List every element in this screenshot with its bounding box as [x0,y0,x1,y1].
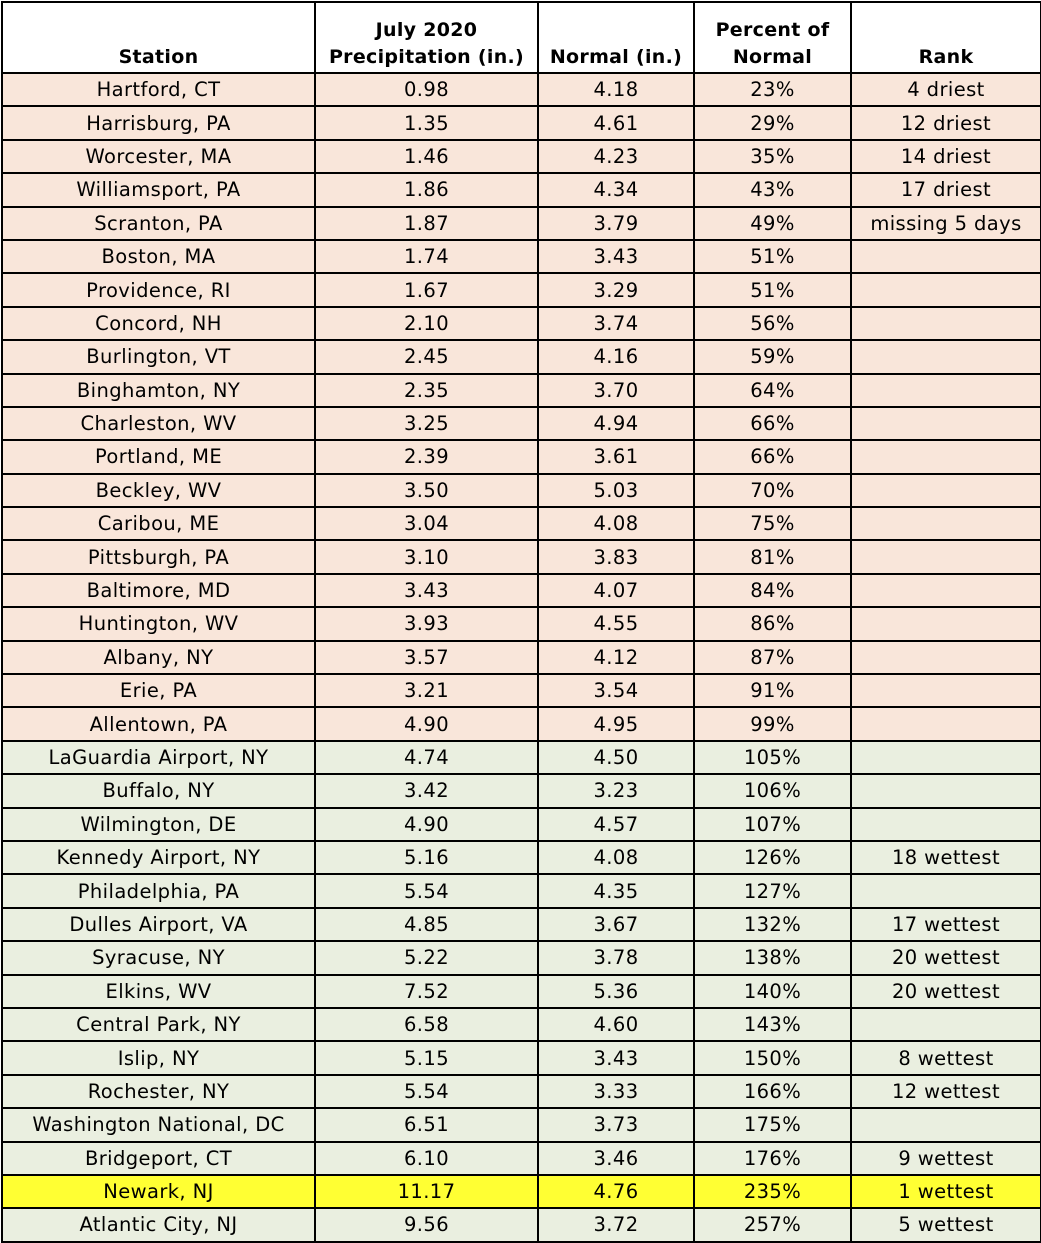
normal-cell: 4.07 [538,574,694,607]
table-row [2,407,1041,440]
percent-of-normal-cell: 150% [694,1041,851,1074]
normal-cell: 4.35 [538,874,694,907]
station-cell: Williamsport, PA [2,173,315,206]
precipitation-cell: 7.52 [315,975,538,1008]
rank-cell: missing 5 days [851,207,1041,240]
normal-cell: 3.54 [538,674,694,707]
precipitation-cell: 3.57 [315,641,538,674]
table-row [2,1041,1041,1074]
rank-cell: 18 wettest [851,841,1041,874]
percent-of-normal-cell: 51% [694,273,851,306]
precipitation-cell: 4.85 [315,908,538,941]
station-cell: Baltimore, MD [2,574,315,607]
normal-cell: 4.57 [538,808,694,841]
normal-cell: 4.60 [538,1008,694,1041]
rank-cell [851,607,1041,640]
normal-cell: 3.67 [538,908,694,941]
station-cell: Albany, NY [2,641,315,674]
rank-cell: 14 driest [851,140,1041,173]
station-cell: Syracuse, NY [2,941,315,974]
normal-cell: 3.61 [538,440,694,473]
table-row [2,841,1041,874]
table-row [2,1142,1041,1175]
table-row [2,774,1041,807]
table-row [2,975,1041,1008]
table-row [2,374,1041,407]
normal-cell: 4.95 [538,707,694,740]
normal-cell: 4.12 [538,641,694,674]
rank-cell [851,340,1041,373]
percent-column-header [694,2,851,73]
table-row [2,1108,1041,1141]
table-row [2,741,1041,774]
rank-cell [851,674,1041,707]
normal-cell: 3.43 [538,1041,694,1074]
percent-of-normal-cell: 70% [694,474,851,507]
precipitation-cell: 2.45 [315,340,538,373]
table-row [2,674,1041,707]
station-cell: Elkins, WV [2,975,315,1008]
station-cell: Allentown, PA [2,707,315,740]
normal-cell: 3.78 [538,941,694,974]
normal-cell: 4.23 [538,140,694,173]
precipitation-cell: 6.10 [315,1142,538,1175]
station-cell: Burlington, VT [2,340,315,373]
percent-of-normal-cell: 64% [694,374,851,407]
precipitation-cell: 1.35 [315,106,538,139]
normal-cell: 4.94 [538,407,694,440]
precipitation-cell: 2.10 [315,307,538,340]
table-row [2,207,1041,240]
percent-of-normal-cell: 23% [694,73,851,106]
rank-cell [851,540,1041,573]
precipitation-cell: 5.22 [315,941,538,974]
percent-of-normal-cell: 66% [694,407,851,440]
precipitation-cell: 3.04 [315,507,538,540]
station-cell: Atlantic City, NJ [2,1208,315,1241]
percent-of-normal-cell: 86% [694,607,851,640]
percent-of-normal-cell: 49% [694,207,851,240]
precipitation-cell: 3.43 [315,574,538,607]
normal-header-label: Normal (in.) [549,46,683,68]
station-cell: Hartford, CT [2,73,315,106]
normal-cell: 3.73 [538,1108,694,1141]
rank-cell [851,707,1041,740]
table-row [2,440,1041,473]
normal-cell: 4.08 [538,841,694,874]
percent-of-normal-cell: 87% [694,641,851,674]
station-cell: Erie, PA [2,674,315,707]
station-cell: Philadelphia, PA [2,874,315,907]
station-cell: Washington National, DC [2,1108,315,1141]
precipitation-cell: 9.56 [315,1208,538,1241]
normal-cell: 3.29 [538,273,694,306]
precip-header-line2: Precipitation (in.) [328,46,525,68]
precipitation-cell: 4.90 [315,808,538,841]
rank-cell [851,574,1041,607]
rank-cell [851,307,1041,340]
station-cell: Rochester, NY [2,1075,315,1108]
precipitation-cell: 2.35 [315,374,538,407]
normal-cell: 4.18 [538,73,694,106]
table-row [2,140,1041,173]
table-body [2,73,1041,1242]
rank-cell [851,641,1041,674]
precipitation-cell: 1.86 [315,173,538,206]
table-row [2,340,1041,373]
percent-of-normal-cell: 127% [694,874,851,907]
table-row [2,574,1041,607]
precipitation-cell: 0.98 [315,73,538,106]
normal-cell: 3.79 [538,207,694,240]
header-row [2,2,1041,73]
station-cell: Beckley, WV [2,474,315,507]
station-cell: Central Park, NY [2,1008,315,1041]
precipitation-cell: 3.10 [315,540,538,573]
rank-cell: 12 wettest [851,1075,1041,1108]
rank-cell [851,407,1041,440]
normal-cell: 3.74 [538,307,694,340]
percent-of-normal-cell: 126% [694,841,851,874]
precipitation-cell: 4.74 [315,741,538,774]
table-row [2,607,1041,640]
precip-header-line1: July 2020 [375,19,478,41]
table-row [2,507,1041,540]
table-row [2,273,1041,306]
station-cell: Portland, ME [2,440,315,473]
table-row [2,908,1041,941]
station-cell: Providence, RI [2,273,315,306]
percent-of-normal-cell: 75% [694,507,851,540]
precipitation-cell: 11.17 [315,1175,538,1208]
table-row [2,707,1041,740]
precipitation-table [1,1,1041,1243]
percent-of-normal-cell: 132% [694,908,851,941]
precipitation-cell: 1.74 [315,240,538,273]
normal-cell: 4.08 [538,507,694,540]
station-cell: Kennedy Airport, NY [2,841,315,874]
percent-of-normal-cell: 176% [694,1142,851,1175]
station-cell: Binghamton, NY [2,374,315,407]
percent-of-normal-cell: 56% [694,307,851,340]
percent-of-normal-cell: 106% [694,774,851,807]
rank-cell [851,374,1041,407]
rank-cell [851,874,1041,907]
percent-of-normal-cell: 66% [694,440,851,473]
normal-column-header [538,2,694,73]
percent-of-normal-cell: 84% [694,574,851,607]
precipitation-cell: 5.16 [315,841,538,874]
percent-of-normal-cell: 105% [694,741,851,774]
normal-cell: 3.72 [538,1208,694,1241]
percent-of-normal-cell: 257% [694,1208,851,1241]
station-cell: Buffalo, NY [2,774,315,807]
precipitation-cell: 3.21 [315,674,538,707]
station-cell: Huntington, WV [2,607,315,640]
percent-of-normal-cell: 140% [694,975,851,1008]
rank-cell: 1 wettest [851,1175,1041,1208]
rank-cell: 4 driest [851,73,1041,106]
rank-cell [851,474,1041,507]
station-cell: Worcester, MA [2,140,315,173]
normal-cell: 4.76 [538,1175,694,1208]
normal-cell: 4.50 [538,741,694,774]
percent-of-normal-cell: 235% [694,1175,851,1208]
normal-cell: 3.23 [538,774,694,807]
percent-of-normal-cell: 29% [694,106,851,139]
precipitation-cell: 4.90 [315,707,538,740]
rank-cell: 17 wettest [851,908,1041,941]
percent-of-normal-cell: 175% [694,1108,851,1141]
percent-of-normal-cell: 43% [694,173,851,206]
station-cell: Islip, NY [2,1041,315,1074]
normal-cell: 3.70 [538,374,694,407]
station-column-header [2,2,315,73]
station-cell: Charleston, WV [2,407,315,440]
table-row [2,808,1041,841]
precipitation-column-header [315,2,538,73]
percent-of-normal-cell: 138% [694,941,851,974]
precipitation-cell: 3.42 [315,774,538,807]
precipitation-cell: 1.87 [315,207,538,240]
normal-cell: 5.03 [538,474,694,507]
station-cell: Wilmington, DE [2,808,315,841]
table-row [2,307,1041,340]
table-row [2,106,1041,139]
precipitation-cell: 5.54 [315,874,538,907]
normal-cell: 4.55 [538,607,694,640]
rank-cell: 20 wettest [851,941,1041,974]
precipitation-cell: 1.46 [315,140,538,173]
precipitation-cell: 2.39 [315,440,538,473]
percent-of-normal-cell: 35% [694,140,851,173]
station-cell: Newark, NJ [2,1175,315,1208]
rank-cell [851,1108,1041,1141]
rank-cell [851,774,1041,807]
rank-cell [851,273,1041,306]
rank-cell: 9 wettest [851,1142,1041,1175]
percent-of-normal-cell: 51% [694,240,851,273]
percent-of-normal-cell: 107% [694,808,851,841]
precipitation-cell: 5.15 [315,1041,538,1074]
rank-column-header [851,2,1041,73]
percent-header-line1: Percent of [715,19,830,41]
percent-of-normal-cell: 59% [694,340,851,373]
rank-cell [851,741,1041,774]
precipitation-cell: 3.25 [315,407,538,440]
normal-cell: 3.33 [538,1075,694,1108]
table-row [2,1075,1041,1108]
normal-cell: 4.34 [538,173,694,206]
station-cell: Boston, MA [2,240,315,273]
normal-cell: 4.16 [538,340,694,373]
percent-of-normal-cell: 91% [694,674,851,707]
rank-cell [851,440,1041,473]
percent-of-normal-cell: 81% [694,540,851,573]
normal-cell: 5.36 [538,975,694,1008]
precipitation-cell: 6.51 [315,1108,538,1141]
station-cell: Harrisburg, PA [2,106,315,139]
rank-cell: 17 driest [851,173,1041,206]
station-cell: Concord, NH [2,307,315,340]
percent-of-normal-cell: 143% [694,1008,851,1041]
precipitation-cell: 1.67 [315,273,538,306]
precipitation-cell: 3.50 [315,474,538,507]
station-cell: Scranton, PA [2,207,315,240]
table-row [2,73,1041,106]
station-cell: Dulles Airport, VA [2,908,315,941]
table-row [2,641,1041,674]
table-row [2,941,1041,974]
precipitation-cell: 5.54 [315,1075,538,1108]
table-row [2,1208,1041,1241]
table-row-highlighted [2,1175,1041,1208]
table-row [2,240,1041,273]
rank-cell: 8 wettest [851,1041,1041,1074]
station-header-label: Station [118,46,199,68]
normal-cell: 3.43 [538,240,694,273]
percent-of-normal-cell: 166% [694,1075,851,1108]
rank-cell [851,240,1041,273]
station-cell: Pittsburgh, PA [2,540,315,573]
percent-header-line2: Normal [732,46,813,68]
percent-of-normal-cell: 99% [694,707,851,740]
rank-cell: 20 wettest [851,975,1041,1008]
rank-cell [851,808,1041,841]
rank-cell: 12 driest [851,106,1041,139]
table-row [2,474,1041,507]
precipitation-cell: 3.93 [315,607,538,640]
normal-cell: 4.61 [538,106,694,139]
normal-cell: 3.83 [538,540,694,573]
normal-cell: 3.46 [538,1142,694,1175]
table-row [2,874,1041,907]
rank-cell [851,1008,1041,1041]
table-row [2,1008,1041,1041]
table-row [2,173,1041,206]
station-cell: Caribou, ME [2,507,315,540]
rank-cell: 5 wettest [851,1208,1041,1241]
station-cell: LaGuardia Airport, NY [2,741,315,774]
precipitation-cell: 6.58 [315,1008,538,1041]
rank-cell [851,507,1041,540]
table-row [2,540,1041,573]
station-cell: Bridgeport, CT [2,1142,315,1175]
rank-header-label: Rank [918,46,974,68]
